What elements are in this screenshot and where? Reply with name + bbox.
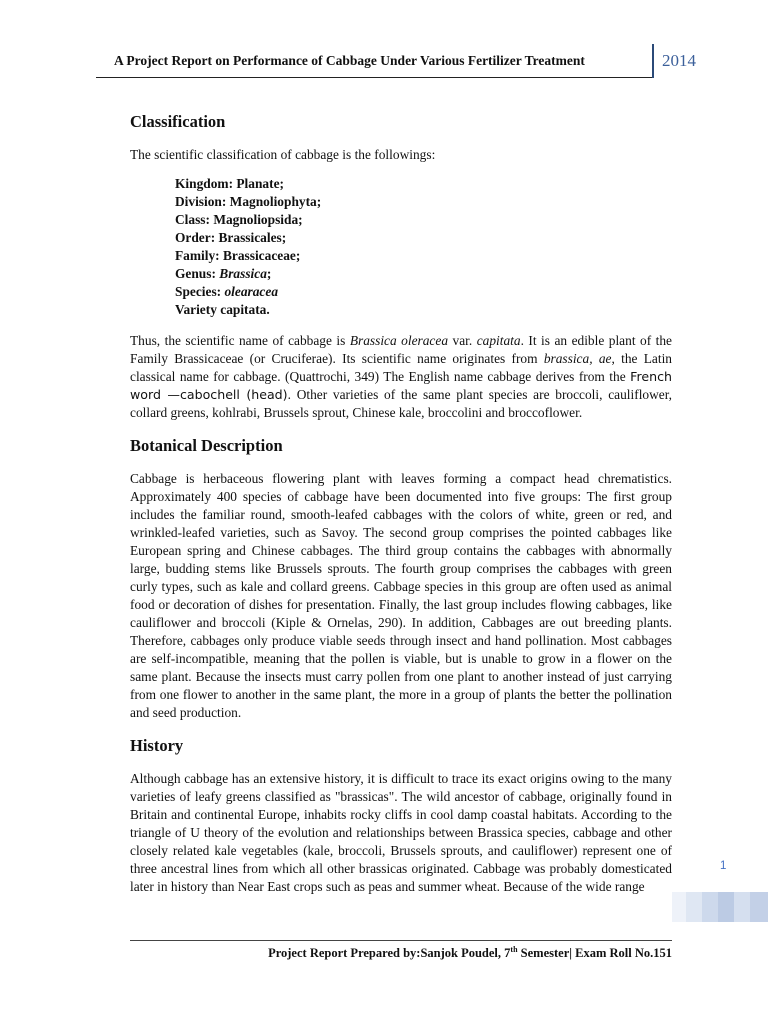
section-heading-botanical: Botanical Description: [130, 436, 283, 455]
section-heading-history: History: [130, 736, 184, 755]
classification-intro: The scientific classification of cabbage is the followings:: [130, 147, 436, 162]
classification-item: Genus: Brassica;: [175, 266, 272, 281]
decorative-ribbon: [672, 892, 768, 922]
classification-item: Division: Magnoliophyta;: [175, 194, 322, 209]
page-content: [130, 112, 672, 896]
botanical-paragraph: Cabbage is herbaceous flowering plant with leaves forming a compact head chrematistics. Approximately 400 species of cabbage have been documented into five groups: The first group includes the familiar round, smooth-leafed cabbages with the colors of white, green or red, and wrinkled-leafed varieties, such as Savoy. The second group comprises the pointed cabbages like European spring and Chinese cabbages. The third group contains the cabbages with abnormally large, budding stems like Brussels sprouts. The fourth group comprises the cabbages with green curly types, such as kale and collard greens. Cabbage species in this group are often used as animal food or decoration of dishes for presentation. Finally, the last group includes flowing cabbages, like cauliflower and broccoli (Kiple & Ornelas, 290). In addition, Cabbages are out breeding plants. Therefore, cabbages only produce viable seeds through insect and hand pollination. Most cabbages are self-incompatible, meaning that the pollen is viable, but is unable to grow in a flower on the same plant. Because the insects must carry pollen from one plant to another instead of just carrying from one flower to another in the same plant, the more in a group of plants the better the pollination and seed production.: [130, 471, 672, 720]
header-divider: [652, 44, 654, 78]
page-header: [96, 44, 706, 78]
classification-item: Variety capitata.: [175, 302, 270, 317]
classification-item: Order: Brassicales;: [175, 230, 287, 245]
classification-list: [175, 175, 672, 319]
header-title: A Project Report on Performance of Cabbage Under Various Fertilizer Treatment: [114, 53, 585, 68]
page-number: 1: [720, 860, 727, 872]
classification-item: Kingdom: Planate;: [175, 176, 284, 191]
section-heading-classification: Classification: [130, 112, 226, 131]
classification-item: Class: Magnoliopsida;: [175, 212, 303, 227]
page-footer: [130, 940, 672, 961]
classification-paragraph: Thus, the scientific name of cabbage is Brassica oleracea var. capitata. It is an edible plant of the Family Brassicaceae (or Cruciferae). Its scientific name originates from brassica, ae, the Latin classical name for cabbage. (Quattrochi, 349) The English name cabbage derives from the French word —cabochell (head). Other varieties of the same plant species are broccoli, cauliflower, collard greens, kohlrabi, Brussels sprout, Chinese kale, broccolini and broccoflower.: [130, 333, 672, 420]
header-rule: [96, 77, 652, 78]
classification-item: Family: Brassicaceae;: [175, 248, 301, 263]
classification-item: Species: olearacea: [175, 284, 279, 299]
history-paragraph: Although cabbage has an extensive history, it is difficult to trace its exact origins owing to the many varieties of leafy greens classified as "brassicas". The wild ancestor of cabbage, originally found in Britain and continental Europe, inhabits rocky cliffs in cool damp coastal habitats. According to the triangle of U theory of the evolution and relationships between Brassica species, cabbage and other closely related kale vegetables (kale, broccoli, Brussels sprouts, and cauliflower) represent one of three ancestral lines from which all other brassicas originated. Cabbage was probably domesticated later in history than Near East crops such as peas and summer wheat. Because of the wide range: [130, 771, 672, 894]
header-year: 2014: [662, 51, 696, 70]
footer-text: Project Report Prepared by:Sanjok Poudel, 7th Semester| Exam Roll No.151: [268, 945, 672, 961]
footer-rule: [130, 940, 672, 941]
